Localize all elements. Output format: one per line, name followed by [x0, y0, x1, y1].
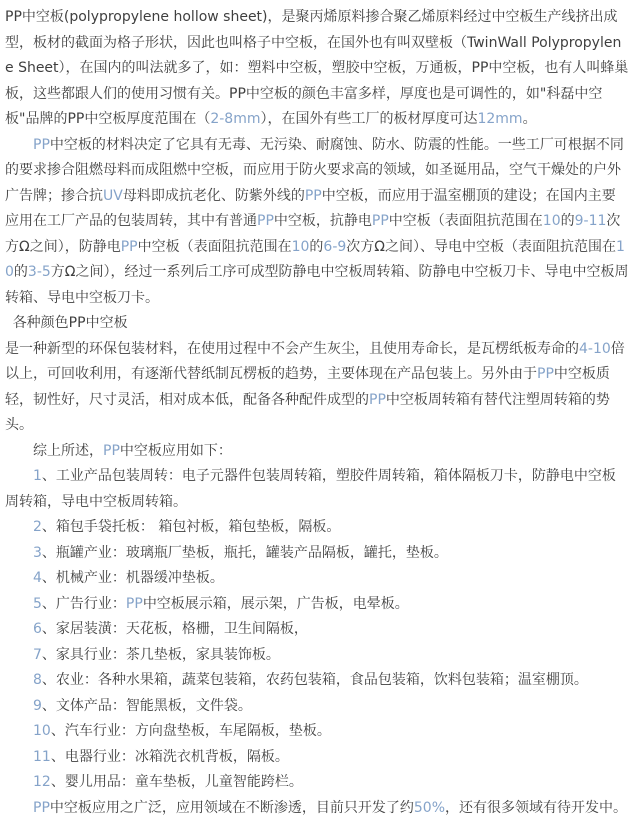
section-heading: [5, 311, 629, 337]
body-text: 各种颜色PP中空板: [12, 315, 128, 331]
list-item: [5, 515, 629, 541]
body-text: 、婴儿用品：童车垫板，儿童智能跨栏。: [50, 774, 303, 790]
highlighted-text: 9: [33, 697, 42, 714]
list-item: [5, 464, 629, 515]
highlighted-text: PP: [371, 213, 389, 229]
body-text: 中空板质轻，韧性好，尺寸灵活，相对成本低，配备各种配件成型的: [5, 366, 610, 408]
list-item: [5, 719, 629, 745]
highlighted-text: PP: [537, 366, 554, 382]
list-item: [5, 617, 629, 643]
highlighted-text: PP: [33, 136, 50, 153]
body-text: 、汽车行业：方向盘垫板，车尾隔板，垫板。: [50, 723, 331, 739]
body-text: 母料即成抗老化、防紫外线的: [122, 187, 305, 204]
paragraph: [5, 439, 629, 465]
highlighted-text: PP: [304, 187, 322, 204]
highlighted-text: 1: [33, 468, 42, 484]
highlighted-text: 8: [33, 672, 42, 688]
body-text: 次方Ω之间），防静电: [5, 213, 621, 255]
body-text: 、广告行业：: [41, 595, 126, 612]
highlighted-text: 4-10: [579, 340, 611, 357]
highlighted-text: 10: [33, 723, 51, 739]
highlighted-text: 5: [33, 595, 42, 612]
body-text: 中空板（表面阻抗范围在: [388, 213, 543, 229]
paragraph: [5, 796, 629, 822]
body-text: 、瓶罐产业：玻璃瓶厂垫板，瓶托，罐装产品隔板，罐托，垫板。: [41, 544, 448, 561]
body-text: 、文体产品：智能黑板，文件袋。: [41, 697, 252, 714]
body-text: 、农业：各种水果箱，蔬菜包装箱，农药包装箱，食品包装箱，饮料包装箱；温室棚顶。: [41, 672, 588, 688]
highlighted-text: 7: [33, 646, 42, 663]
highlighted-text: PP: [120, 238, 138, 255]
body-text: 次方Ω之间）、导电中空板（表面阻抗范围在: [346, 238, 616, 255]
highlighted-text: PP: [103, 442, 120, 459]
body-text: 、工业产品包装周转：电子元器件包装周转箱，塑胶件周转箱，箱体隔板刀卡，防静电中空板周转箱，导电中空板周转箱。: [5, 468, 616, 510]
body-text: 中空板，抗静电: [273, 213, 372, 229]
body-text: 倍以上，可回收利用，有逐渐代替纸制瓦楞板的趋势，主要体现在产品包装上。另外由于: [5, 340, 625, 382]
body-text: 、箱包手袋托板： 箱包衬板，箱包垫板，隔板。: [41, 519, 341, 535]
paragraph: [5, 337, 629, 439]
list-item: [5, 566, 629, 592]
list-item: [5, 643, 629, 669]
body-text: 的: [560, 213, 575, 229]
list-item: [5, 745, 629, 771]
list-item: [5, 541, 629, 567]
body-text: 的: [13, 264, 28, 280]
body-text: 中空板周转箱有替代注塑周转箱的势头。: [5, 391, 610, 433]
body-text: 的: [309, 238, 324, 255]
body-text: 中空板应用如下：: [119, 442, 232, 459]
paragraph: [5, 5, 629, 133]
highlighted-text: 2-8mm: [210, 111, 261, 127]
body-text: 中空板，而应用于温室棚顶的建设；在国内主要应用在工厂产品的包装周转，其中有普通: [5, 187, 616, 229]
highlighted-text: PP: [257, 213, 274, 229]
highlighted-text: PP: [369, 391, 386, 408]
highlighted-text: 10: [291, 238, 310, 255]
body-text: 、机械产业：机器缓冲垫板。: [41, 570, 224, 586]
list-item: [5, 694, 629, 720]
highlighted-text: 3-5: [27, 264, 51, 280]
body-text: ，还有很多领域有待开发中。: [445, 799, 628, 816]
body-text: 综上所述，: [33, 442, 103, 459]
paragraph: [5, 133, 629, 312]
list-item: [5, 770, 629, 796]
highlighted-text: 12mm: [477, 111, 523, 127]
highlighted-text: 12: [33, 774, 51, 790]
highlighted-text: 4: [33, 570, 42, 586]
list-item: [5, 592, 629, 618]
highlighted-text: 6-9: [323, 238, 347, 255]
highlighted-text: 3: [33, 544, 42, 561]
highlighted-text: PP: [33, 799, 50, 816]
highlighted-text: 9-11: [574, 213, 607, 229]
highlighted-text: 6: [33, 621, 42, 637]
highlighted-text: UV: [103, 187, 123, 204]
body-text: ），在国外有些工厂的板材厚度可达: [260, 111, 478, 127]
body-text: 是一种新型的环保包装材料，在使用过程中不会产生灰尘，且使用寿命长，是瓦楞纸板寿命的: [5, 340, 579, 357]
body-text: 。: [522, 111, 537, 127]
body-text: 、家具行业：茶几垫板，家具装饰板。: [41, 646, 280, 663]
body-text: 中空板展示箱，展示架，广告板，电晕板。: [142, 595, 409, 612]
highlighted-text: 11: [33, 748, 51, 765]
highlighted-text: 2: [33, 519, 42, 535]
highlighted-text: 10: [5, 238, 625, 280]
body-text: 中空板的材料决定了它具有无毒、无污染、耐腐蚀、防水、防震的性能。一些工厂可根据不同的要求掺合阻燃母料而成阻燃中空板，而应用于防火要求高的领域，如圣诞用品，空气干燥处的户外广告牌；掺合抗: [5, 136, 624, 204]
body-text: PP中空板(polypropylene hollow sheet)，是聚丙烯原料掺合聚乙烯原料经过中空板生产线挤出成型，板材的截面为格子形状，因此也叫格子中空板，在国外也有叫双壁板（TwinWall Polypropylene Sheet），在国内的叫法就多了，如：塑料中空板，塑胶中空板，万通板，PP中空板，也有人叫蜂巢板，这些都跟人们的使用习惯有关。PP中空板的颜色丰富多样，厚度也是可调性的，如"科磊中空板"品牌的PP中空板厚度范围在（: [5, 9, 629, 127]
highlighted-text: PP: [125, 595, 143, 612]
body-text: 、电器行业：冰箱洗衣机背板，隔板。: [50, 748, 289, 765]
list-item: [5, 668, 629, 694]
highlighted-text: 10: [542, 213, 561, 229]
body-text: 方Ω之间），经过一系列后工序可成型防静电中空板周转箱、防静电中空板刀卡、导电中空板周转箱、导电中空板刀卡。: [5, 264, 629, 306]
body-text: 中空板应用之广泛，应用领域在不断渗透，目前只开发了约: [49, 799, 414, 816]
body-text: 中空板（表面阻抗范围在: [137, 238, 292, 255]
highlighted-text: 50%: [413, 799, 446, 816]
body-text: 、家居装潢：天花板，格栅，卫生间隔板，: [41, 621, 308, 637]
